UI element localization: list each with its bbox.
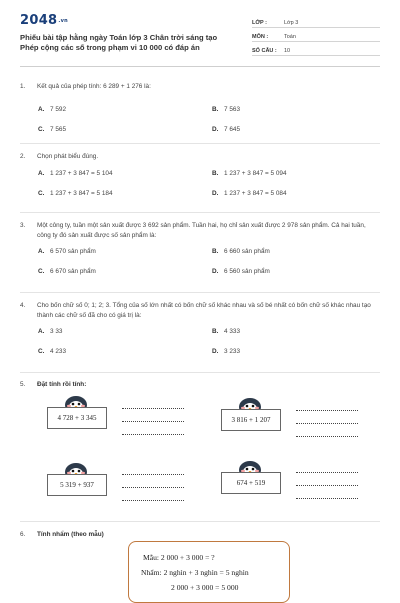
- question-4: 4. Cho bốn chữ số 0; 1; 2; 3. Tổng của số lớn nhất có bốn chữ số khác nhau và số bé nhất có bốn chữ số khác nhau tạo thành các chữ số đã cho có giá trị là: A. 3 33 B. 4 333 C. 4 233 D. 3 233: [20, 302, 371, 355]
- option-4b[interactable]: B. 4 333: [212, 328, 240, 335]
- question-6: 6. Tính nhẩm (theo mẫu): [20, 531, 104, 538]
- option-3b[interactable]: B. 6 660 sản phẩm: [212, 248, 270, 255]
- answer-line[interactable]: [296, 498, 358, 499]
- calc-expression: 674 + 519: [221, 472, 281, 494]
- header-divider: [20, 66, 380, 67]
- option-1c[interactable]: C. 7 565: [38, 125, 66, 133]
- answer-line[interactable]: [296, 410, 358, 411]
- answer-line[interactable]: [122, 408, 184, 409]
- title-line-2: Phép cộng các số trong phạm vi 10 000 có đáp án: [20, 43, 200, 52]
- option-2c[interactable]: C. 1 237 + 3 847 = 5 184: [38, 189, 113, 197]
- answer-line[interactable]: [122, 421, 184, 422]
- option-3c[interactable]: C. 6 670 sản phẩm: [38, 268, 96, 275]
- answer-line[interactable]: [122, 434, 184, 435]
- example-line-1: Mẫu: 2 000 + 3 000 = ?: [143, 553, 215, 562]
- example-box: [128, 541, 290, 603]
- option-2b[interactable]: B. 1 237 + 3 847 = 5 094: [212, 169, 287, 177]
- answer-line[interactable]: [296, 472, 358, 473]
- question-divider: [20, 143, 380, 144]
- answer-line[interactable]: [122, 500, 184, 501]
- question-divider: [20, 521, 380, 522]
- option-4c[interactable]: C. 4 233: [38, 348, 66, 355]
- meta-subject: MÔN : Toán: [252, 28, 380, 42]
- option-1d[interactable]: D. 7 645: [212, 125, 240, 133]
- option-3d[interactable]: D. 6 560 sản phẩm: [212, 268, 270, 275]
- option-2a[interactable]: A. 1 237 + 3 847 = 5 104: [38, 169, 113, 177]
- question-2: 2. Chọn phát biểu đúng. A. 1 237 + 3 847 = 5 104 B. 1 237 + 3 847 = 5 094 C. 1 237 + 3 847 = 5 184 D. 1 237 + 3 847 = 5 084: [20, 153, 287, 197]
- question-5: 5. Đặt tính rồi tính:: [20, 381, 87, 388]
- calc-expression: 3 816 + 1 207: [221, 409, 281, 431]
- question-1: 1. Kết quả của phép tính: 6 289 + 1 276 là: A. 7 592 B. 7 563 C. 7 565 D. 7 645: [20, 83, 240, 133]
- worksheet-title: [20, 33, 230, 53]
- option-4a[interactable]: A. 3 33: [38, 328, 63, 335]
- question-divider: [20, 212, 380, 213]
- title-line-1: Phiếu bài tập hằng ngày Toán lớp 3 Chân trời sáng tạo: [20, 33, 218, 42]
- question-divider: [20, 372, 380, 373]
- example-line-3: 2 000 + 3 000 = 5 000: [171, 583, 239, 592]
- answer-line[interactable]: [296, 485, 358, 486]
- option-4d[interactable]: D. 3 233: [212, 348, 240, 355]
- meta-count: SỐ CÂU : 10: [252, 42, 380, 56]
- worksheet-meta: [252, 14, 380, 56]
- question-divider: [20, 292, 380, 293]
- calc-expression: 5 319 + 937: [47, 474, 107, 496]
- question-3: 3. Một công ty, tuần một sản xuất được 3 692 sản phẩm. Tuần hai, họ chỉ sản xuất được 2 978 sản phẩm. Cả hai tuần, công ty đó sản xuất được số sản phẩm là: A. 6 570 sản phẩm B. 6 660 sản phẩm C. 6 670 sản phẩm D. 6 560 sản phẩm: [20, 222, 366, 275]
- answer-line[interactable]: [122, 487, 184, 488]
- option-2d[interactable]: D. 1 237 + 3 847 = 5 084: [212, 189, 287, 197]
- answer-line[interactable]: [122, 474, 184, 475]
- option-1a[interactable]: A. 7 592: [38, 105, 66, 113]
- answer-line[interactable]: [296, 436, 358, 437]
- answer-line[interactable]: [296, 423, 358, 424]
- example-line-2: Nhẩm: 2 nghìn + 3 nghìn = 5 nghìn: [141, 568, 249, 577]
- calc-expression: 4 728 + 3 345: [47, 407, 107, 429]
- option-3a[interactable]: A. 6 570 sản phẩm: [38, 248, 96, 255]
- meta-class: LỚP : Lớp 3: [252, 14, 380, 28]
- option-1b[interactable]: B. 7 563: [212, 105, 240, 113]
- site-logo: 2048.vn: [20, 13, 69, 28]
